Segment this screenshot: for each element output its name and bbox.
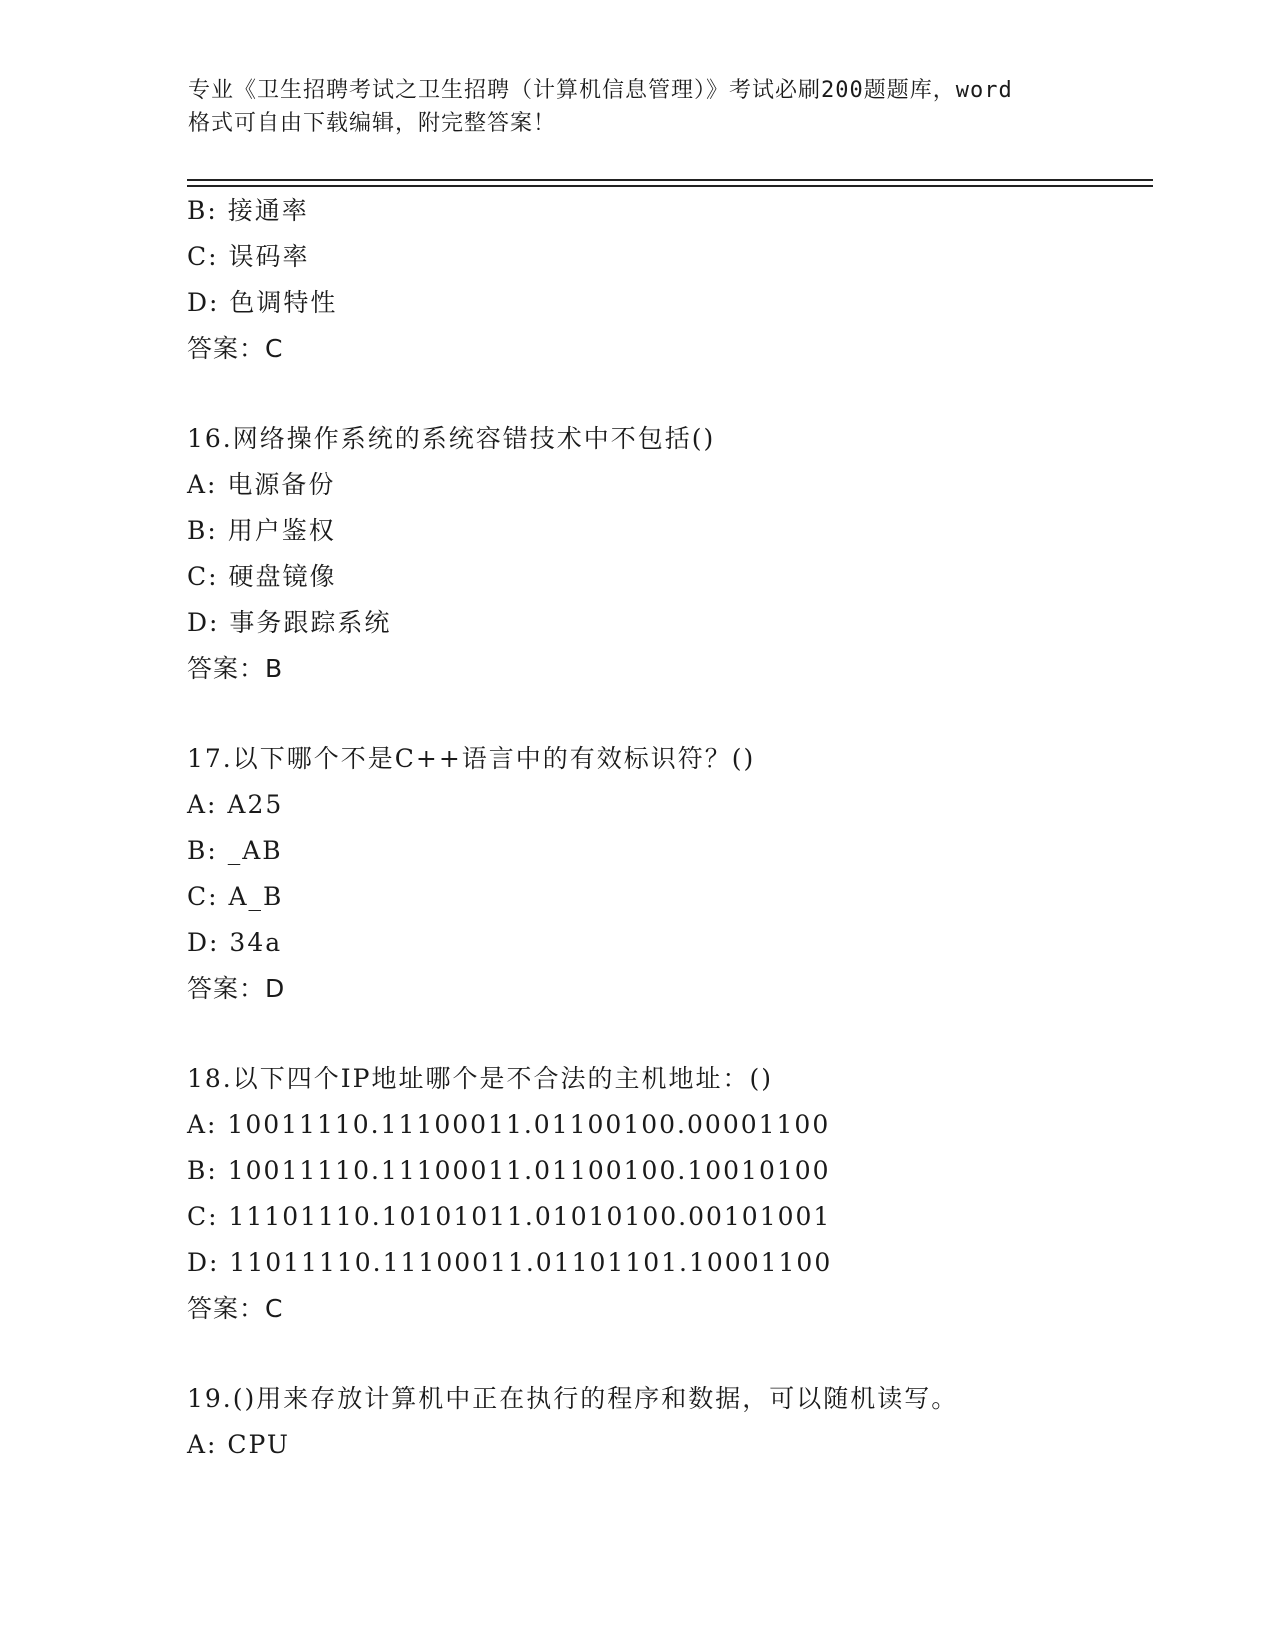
header-line-1: 专业《卫生招聘考试之卫生招聘（计算机信息管理）》考试必刷200题题库，word: [188, 78, 1013, 103]
question-list: [187, 188, 1153, 1468]
header-rule-bottom: [187, 185, 1153, 187]
question-text: 19.()用来存放计算机中正在执行的程序和数据，可以随机读写。: [187, 1384, 959, 1413]
option-a: A: A25: [187, 790, 284, 819]
option-d: D: 11011110.11100011.01101101.10001100: [187, 1248, 833, 1277]
question-block-15-partial: [187, 188, 1153, 372]
answer-line: 答案：C: [187, 334, 284, 363]
option-a: A: CPU: [187, 1430, 291, 1459]
answer-line: 答案：B: [187, 654, 284, 683]
option-b: B: 10011110.11100011.01100100.10010100: [187, 1156, 831, 1185]
question-text: 18.以下四个IP地址哪个是不合法的主机地址：(): [187, 1064, 773, 1093]
option-b: B: 用户鉴权: [187, 516, 336, 545]
answer-line: 答案：D: [187, 974, 286, 1003]
header-rule-top: [187, 179, 1153, 181]
question-text: 17.以下哪个不是C++语言中的有效标识符？(): [187, 744, 756, 773]
option-a: A: 10011110.11100011.01100100.00001100: [187, 1110, 831, 1139]
option-d: D: 事务跟踪系统: [187, 608, 392, 637]
answer-line: 答案：C: [187, 1294, 284, 1323]
option-b: B: _AB: [187, 836, 283, 865]
question-block-16: [187, 416, 1153, 692]
question-block-17: [187, 736, 1153, 1012]
option-c: C: 误码率: [187, 242, 310, 271]
question-block-18: [187, 1056, 1153, 1332]
option-d: D: 34a: [187, 928, 283, 957]
option-a: A: 电源备份: [187, 470, 336, 499]
option-c: C: 硬盘镜像: [187, 562, 337, 591]
document-header: [188, 74, 1088, 140]
question-block-19: [187, 1376, 1153, 1468]
header-line-2: 格式可自由下载编辑，附完整答案！: [188, 111, 557, 136]
option-c: C: A_B: [187, 882, 284, 911]
question-text: 16.网络操作系统的系统容错技术中不包括(): [187, 424, 716, 453]
option-b: B: 接通率: [187, 196, 309, 225]
option-d: D: 色调特性: [187, 288, 338, 317]
option-c: C: 11101110.10101011.01010100.00101001: [187, 1202, 832, 1231]
